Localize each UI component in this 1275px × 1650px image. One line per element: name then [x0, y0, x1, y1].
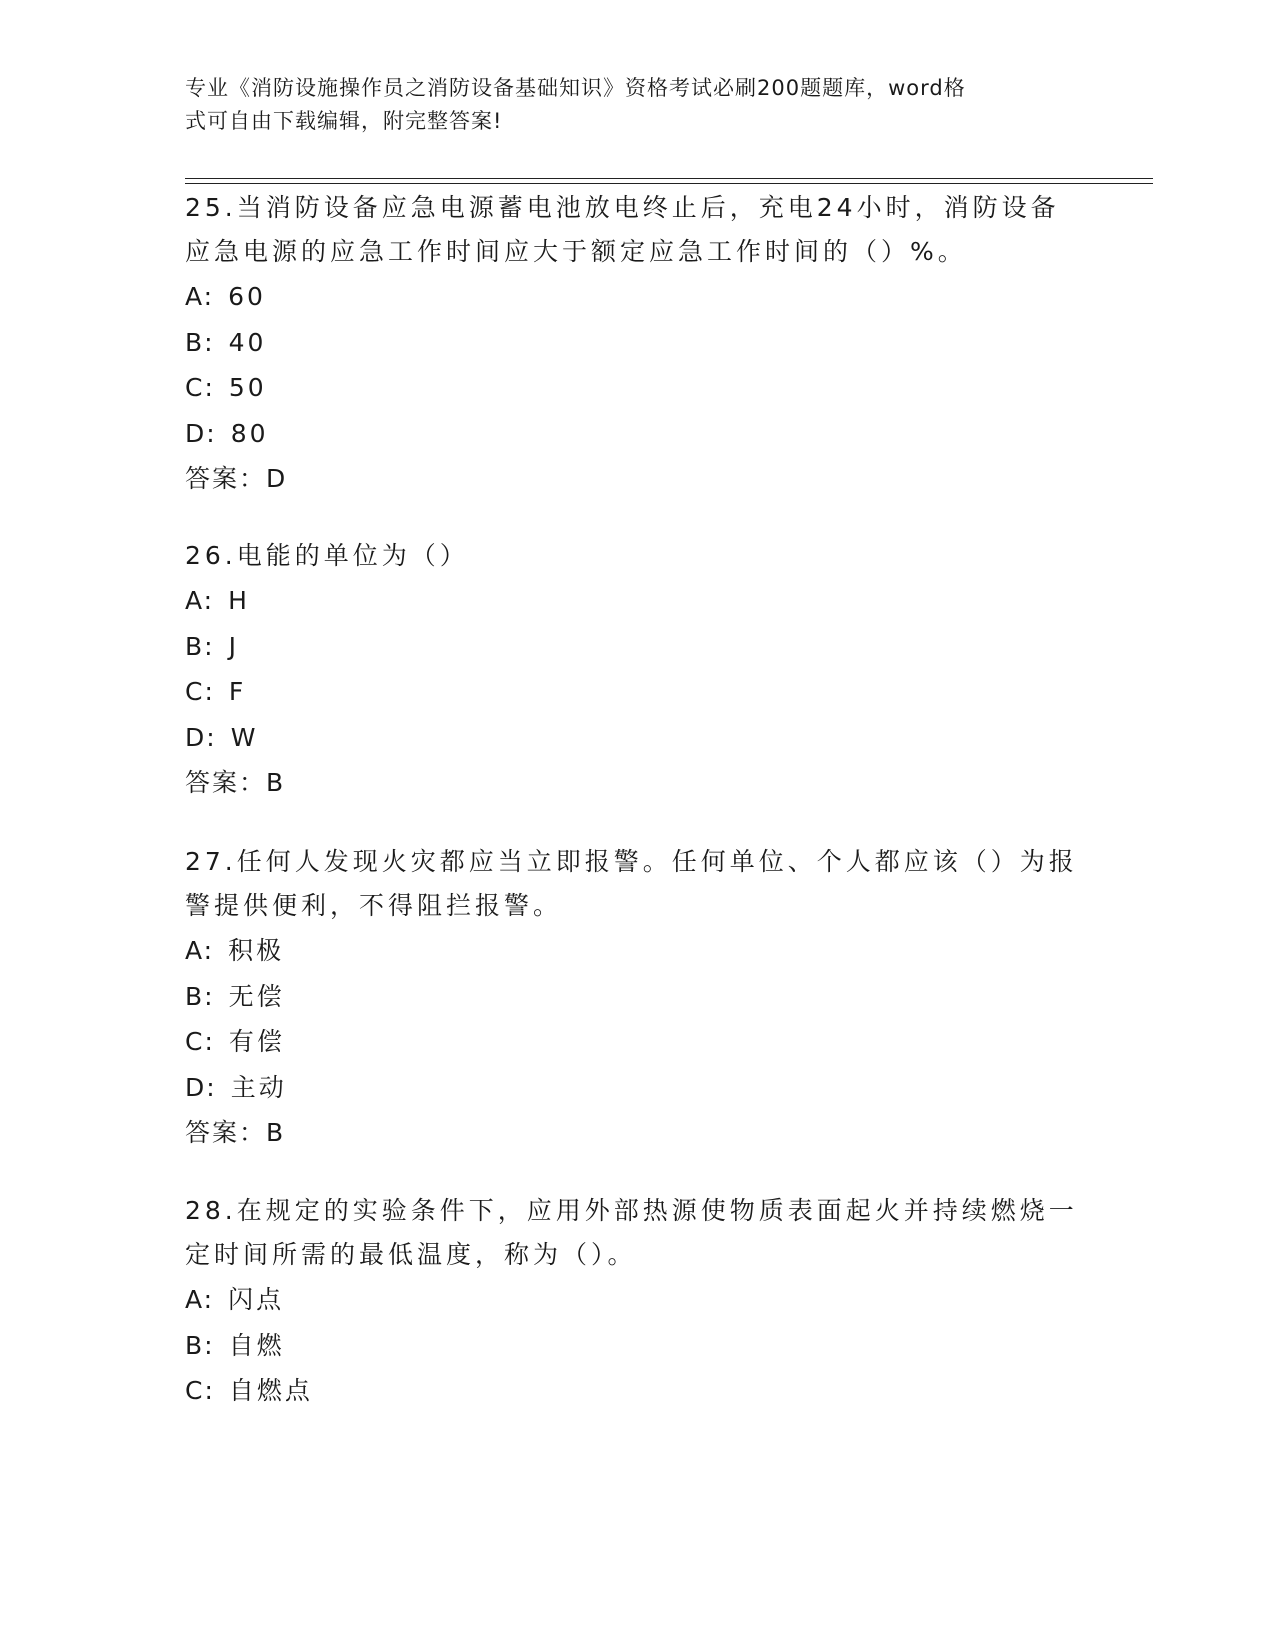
option-value: J — [228, 631, 239, 661]
answer-label: 答案： — [185, 768, 267, 797]
option-value: 自燃 — [228, 1330, 285, 1360]
header-divider-bottom — [185, 183, 1153, 184]
option-d — [185, 715, 1085, 761]
option-c — [185, 365, 1085, 411]
option-b — [185, 1323, 1085, 1369]
answer-line — [185, 456, 1085, 502]
answer-value: B — [266, 768, 285, 797]
option-letter: B: — [185, 1330, 215, 1360]
header-line-1: 专业《消防设施操作员之消防设备基础知识》资格考试必刷200题题库，word格 — [185, 76, 966, 100]
option-value: 40 — [228, 327, 267, 357]
document-header — [185, 72, 1065, 138]
option-d — [185, 411, 1085, 457]
question-text-line-2: 警提供便利，不得阻拦报警。 — [185, 891, 563, 920]
option-b — [185, 624, 1085, 670]
question-text-line-1: 26.电能的单位为（） — [185, 541, 469, 570]
option-value: 闪点 — [228, 1285, 285, 1314]
answer-value: D — [266, 464, 287, 493]
option-letter: D: — [185, 418, 217, 448]
question-text-line-1: 27.任何人发现火灾都应当立即报警。任何单位、个人都应该（）为报 — [185, 847, 1078, 876]
answer-value: B — [266, 1118, 285, 1147]
option-letter: C: — [185, 1376, 215, 1405]
option-value: F — [228, 677, 247, 706]
option-letter: B: — [185, 327, 215, 357]
header-divider-top — [185, 178, 1153, 179]
option-value: 无偿 — [228, 981, 285, 1011]
option-letter: B: — [185, 631, 215, 661]
option-letter: C: — [185, 373, 215, 402]
option-b — [185, 320, 1085, 366]
question-text-line-2: 应急电源的应急工作时间应大于额定应急工作时间的（）%。 — [185, 237, 967, 266]
question-text-line-1: 25.当消防设备应急电源蓄电池放电终止后，充电24小时，消防设备 — [185, 193, 1060, 222]
answer-label: 答案： — [185, 1118, 267, 1147]
question-text-line-2: 定时间所需的最低温度，称为（）。 — [185, 1240, 637, 1269]
question-text-line-1: 28.在规定的实验条件下，应用外部热源使物质表面起火并持续燃烧一 — [185, 1196, 1078, 1225]
question-27 — [185, 840, 1085, 1156]
option-letter: A: — [185, 936, 215, 965]
option-value: 积极 — [228, 936, 285, 965]
option-letter: A: — [185, 282, 215, 311]
option-value: 60 — [228, 282, 266, 311]
option-value: 80 — [230, 418, 269, 448]
option-d — [185, 1065, 1085, 1111]
answer-label: 答案： — [185, 464, 267, 493]
option-value: 有偿 — [228, 1027, 285, 1056]
option-a — [185, 578, 1085, 624]
option-a — [185, 1277, 1085, 1323]
option-c — [185, 1368, 1085, 1414]
option-value: 50 — [228, 373, 267, 402]
option-b — [185, 974, 1085, 1020]
answer-line — [185, 1110, 1085, 1156]
option-letter: D: — [185, 722, 217, 752]
option-letter: A: — [185, 586, 215, 615]
question-28 — [185, 1189, 1085, 1414]
option-letter: C: — [185, 1027, 215, 1056]
option-a — [185, 274, 1085, 320]
question-26 — [185, 534, 1085, 806]
option-letter: A: — [185, 1285, 215, 1314]
option-value: 主动 — [230, 1072, 287, 1102]
option-c — [185, 669, 1085, 715]
header-line-2: 式可自由下载编辑，附完整答案! — [185, 109, 503, 133]
option-c — [185, 1019, 1085, 1065]
option-value: 自燃点 — [228, 1376, 313, 1405]
option-letter: D: — [185, 1072, 217, 1102]
option-value: W — [230, 722, 259, 752]
question-25 — [185, 186, 1085, 502]
answer-line — [185, 760, 1085, 806]
option-a — [185, 928, 1085, 974]
option-letter: C: — [185, 677, 215, 706]
option-letter: B: — [185, 981, 215, 1011]
option-value: H — [228, 586, 250, 615]
